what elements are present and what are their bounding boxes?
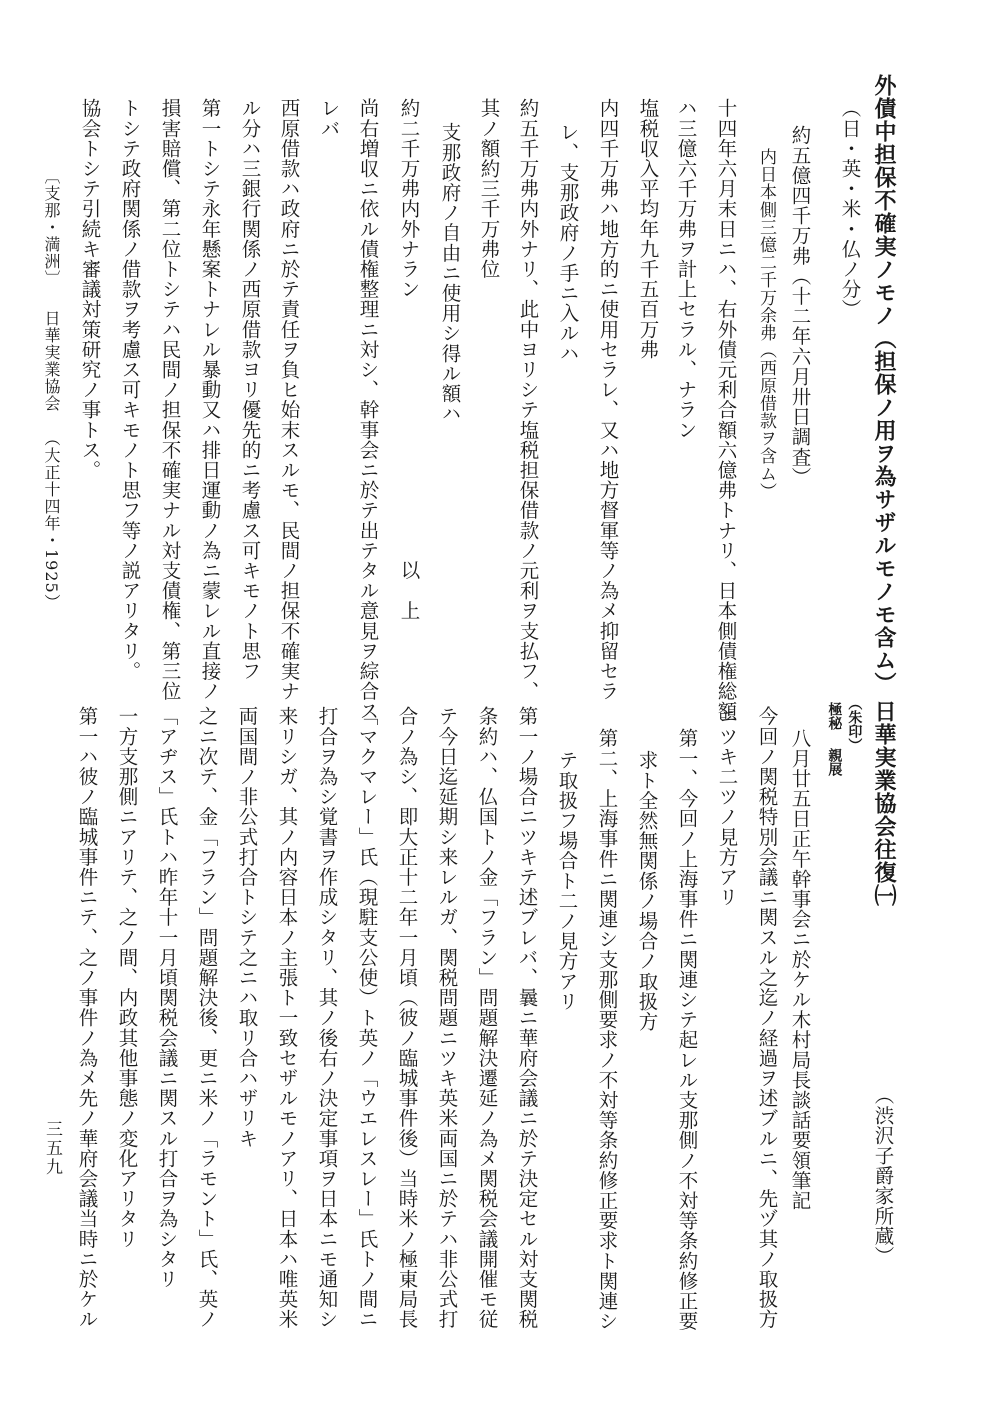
lower-line-2: 今回ノ関税特別会議ニ関スル之迄ノ経過ヲ述ブルニ、先ヅ其ノ取扱方 <box>755 706 779 1330</box>
upper-line-10: 約五千万弗内外ナリ、此中ヨリシテ塩税担保借款ノ元利ヲ支払フ、 <box>516 98 540 701</box>
upper-line-18: 第一トシテ永年懸案トナレル暴動又ハ排日運動ノ為ニ蒙レル直接ノ <box>198 98 222 701</box>
lower-line-13: 打合ヲ為シ覚書ヲ作成シタリ、其ノ後右ノ決定事項ヲ日本ニモ通知シ <box>315 706 339 1330</box>
lower-line-15: 両国間ノ非公式打合トシテ之ニハ取リ合ハザリキ <box>235 706 259 1149</box>
upper-line-16: 西原借款ハ政府ニ於テ責任ヲ負ヒ始末スルモ、民間ノ担保不確実ナ <box>277 98 301 701</box>
lower-line-19: 第一ハ彼ノ臨城事件ニテ、之ノ事件ノ為メ先ノ華府会議当時ニ於ケル <box>75 706 99 1330</box>
upper-line-17: ル分ハ三銀行関係ノ西原借款ヨリ優先的ニ考慮ス可キモノト思フ <box>238 98 262 681</box>
footer-year: （大正十四年・1925） <box>42 430 61 611</box>
footer-category: 〔支那・満洲〕 <box>42 168 61 287</box>
lower-line-1: 八月廿五日正午幹事会ニ於ケル木村局長談話要領筆記 <box>788 728 812 1211</box>
upper-line-19: 損害賠償、第二位トシテハ民間ノ担保不確実ナル対支債権、第三位 <box>158 98 182 701</box>
stamp-vermilion: （朱印） <box>846 696 863 752</box>
upper-heading: 外債中担保不確実ノモノ（担保ノ用ヲ為サザルモノモ含ム） <box>871 74 897 695</box>
upper-line-20: トシテ政府関係ノ借款ヲ考慮ス可キモノト思フ等ノ説アリタリ。 <box>118 98 142 681</box>
page-number: 三五九 <box>42 1120 62 1177</box>
upper-line-5: 十四年六月末日ニハ、右外債元利合額六億弗トナリ、日本側債権総額 <box>714 98 738 722</box>
lower-line-8: 第一ノ場合ニツキテ述ブレバ、曩ニ華府会議ニ於テ決定セル対支関税 <box>515 706 539 1330</box>
lower-line-3: ニツキ二ツノ見方アリ <box>715 706 739 907</box>
upper-line-21: 協会トシテ引続キ審議対策研究ノ事トス。 <box>78 98 102 480</box>
upper-line-9: レ、支那政府ノ手ニ入ルハ <box>556 122 580 364</box>
upper-line-13: 約二千万弗内外ナラン <box>397 98 421 299</box>
lower-line-10: テ今日迄延期シ来レルガ、関税問題ニツキ英米両国ニ於テハ非公式打 <box>435 706 459 1330</box>
upper-line-6: ハ三億六千万弗ヲ計上セラル、ナラン <box>674 98 698 440</box>
lower-line-11: 合ノ為シ、即大正十二年一月頃（彼ノ臨城事件後）当時米ノ極東局長 <box>395 706 419 1330</box>
upper-line-15: レバ <box>317 98 341 139</box>
lower-line-4: 第一、今回ノ上海事件ニ関連シテ起レル支那側ノ不対等条約修正要 <box>675 728 699 1331</box>
upper-line-11: 其ノ額約三千万弗位 <box>477 98 501 279</box>
document-source: （渋沢子爵家所蔵） <box>871 1085 895 1266</box>
lower-line-7: テ取扱フ場合ト二ノ見方アリ <box>555 750 579 1012</box>
lower-line-16: 之ニ次テ、金「フラン」問題解決後、更ニ米ノ「ラモント」氏、英ノ <box>195 706 219 1330</box>
upper-line-3: 約五億四千万弗（十二年六月卅日調査） <box>788 125 812 487</box>
lower-line-5: 求ト全然無関係ノ場合ノ取扱方 <box>635 750 659 1032</box>
lower-line-17: 「アヂス」氏トハ昨年十一月頃関税会議ニ関スル打合ヲ為シタリ <box>155 706 179 1289</box>
stamp-gokuhi: 極秘 <box>826 702 843 730</box>
upper-subheading: （日・英・米・仏ノ分） <box>838 98 862 320</box>
upper-line-14a: 以 上 <box>397 560 421 621</box>
upper-line-12: 支那政府ノ自由ニ使用シ得ル額ハ <box>438 122 462 424</box>
lower-line-18: 一方支那側ニアリテ、之ノ間、内政其他事態ノ変化アリタリ <box>115 706 139 1249</box>
upper-line-8: 内四千万弗ハ地方的ニ使用セラレ、又ハ地方督軍等ノ為メ抑留セラ <box>596 98 620 701</box>
lower-line-9: 条約ハ、仏国トノ金「フラン」問題解決遷延ノ為メ関税会議開催モ従 <box>475 706 499 1330</box>
lower-line-14: 来リシガ、其ノ内容日本ノ主張ト一致セザルモノアリ、日本ハ唯英米 <box>275 706 299 1330</box>
document-title: 日華実業協会往復㈠ <box>871 700 897 907</box>
lower-line-6: 第二、上海事件ニ関連シ支那側要求ノ不対等条約修正要求ト関連シ <box>595 728 619 1331</box>
upper-line-14: 尚右増収ニ依ル債権整理ニ対シ、幹事会ニ於テ出テタル意見ヲ綜合ス <box>356 98 380 722</box>
stamp-shinten: 親展 <box>826 748 843 776</box>
footer-publisher: 日華実業協会 <box>42 310 61 412</box>
upper-line-4: 内日本側三億二千万余弗（西原借款ヲ含ム） <box>756 148 776 500</box>
upper-line-7: 塩税収入平均年九千五百万弗 <box>636 98 660 360</box>
lower-line-12: 「マクマレー」氏（現駐支公使）ト英ノ「ウエレスレー」氏トノ間ニ <box>355 706 379 1330</box>
